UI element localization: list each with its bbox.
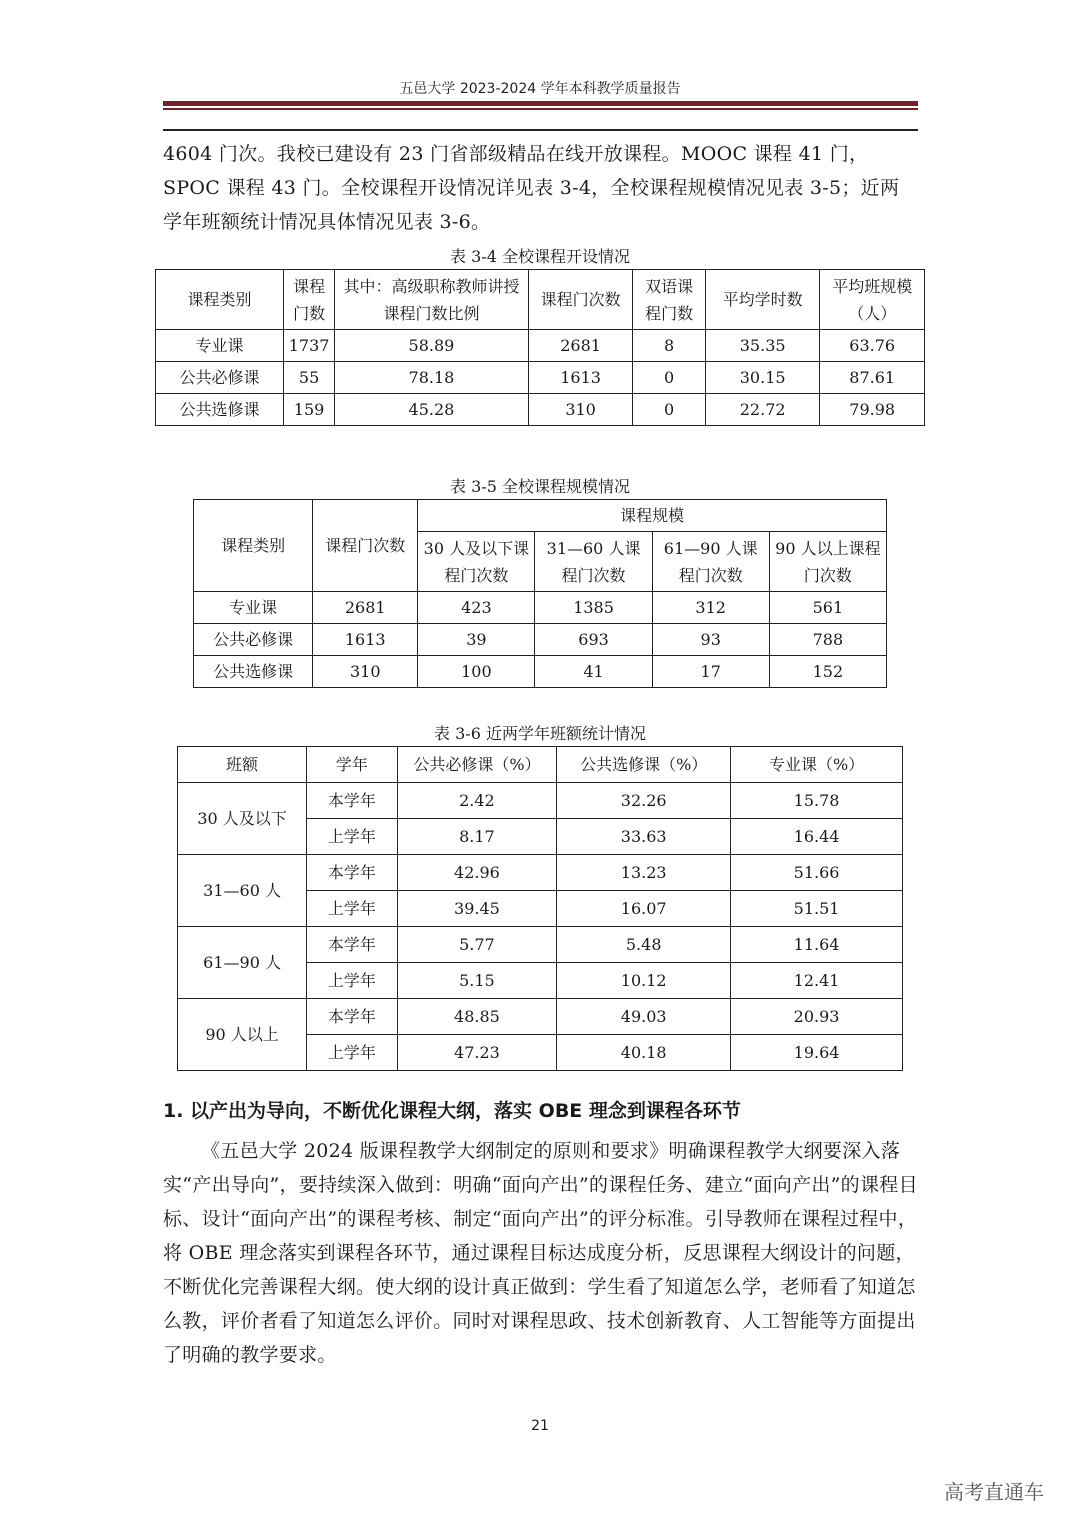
table-cell: 42.96 xyxy=(397,855,557,891)
header-cell: 课程门次数 xyxy=(528,270,633,330)
header-cell: 课程门次数 xyxy=(313,500,418,592)
header-rule-black xyxy=(163,129,918,131)
table-cell: 5.15 xyxy=(397,963,557,999)
table-row xyxy=(156,330,925,362)
table-cell: 12.41 xyxy=(731,963,903,999)
table-row xyxy=(194,624,887,656)
header-cell: 班额 xyxy=(178,747,307,783)
table-cell: 1385 xyxy=(535,592,652,624)
table-cell: 1737 xyxy=(284,330,335,362)
table-row xyxy=(194,592,887,624)
table-cell: 40.18 xyxy=(557,1035,731,1071)
subheader-cell: 31—60 人课程门次数 xyxy=(535,532,652,592)
table-cell: 13.23 xyxy=(557,855,731,891)
section-heading: 1. 以产出为导向，不断优化课程大纲，落实 OBE 理念到课程各环节 xyxy=(163,1100,741,1122)
table-cell: 19.64 xyxy=(731,1035,903,1071)
group-label-cell: 61—90 人 xyxy=(178,927,307,999)
intro-paragraph: 4604 门次。我校已建设有 23 门省部级精品在线开放课程。MOOC 课程 41 门，SPOC 课程 43 门。全校课程开设情况详见表 3-4，全校课程规模情况见表 3-5；近两学年班额统计情况具体情况见表 3-6。 xyxy=(163,143,900,233)
table-cell: 159 xyxy=(284,394,335,426)
table-cell: 39 xyxy=(418,624,535,656)
group-label-cell: 90 人以上 xyxy=(178,999,307,1071)
table-cell: 87.61 xyxy=(820,362,925,394)
table-row xyxy=(178,855,903,891)
table-cell: 152 xyxy=(769,656,886,688)
table-cell: 561 xyxy=(769,592,886,624)
table-cell: 5.77 xyxy=(397,927,557,963)
group-label-cell: 31—60 人 xyxy=(178,855,307,927)
table-cell: 48.85 xyxy=(397,999,557,1035)
table-cell: 15.78 xyxy=(731,783,903,819)
table-cell: 51.51 xyxy=(731,891,903,927)
table-row xyxy=(156,394,925,426)
table-cell: 312 xyxy=(652,592,769,624)
header-cell: 公共必修课（%） xyxy=(397,747,557,783)
table-cell: 上学年 xyxy=(307,819,397,855)
table-cell: 79.98 xyxy=(820,394,925,426)
table-cell: 693 xyxy=(535,624,652,656)
table-cell: 49.03 xyxy=(557,999,731,1035)
table-cell: 310 xyxy=(528,394,633,426)
report-header: 五邑大学 2023-2024 学年本科教学质量报告 xyxy=(399,81,681,97)
table-cell: 17 xyxy=(652,656,769,688)
subheader-cell: 30 人及以下课程门次数 xyxy=(418,532,535,592)
table-cell: 0 xyxy=(633,362,706,394)
table-cell: 33.63 xyxy=(557,819,731,855)
table-cell: 8 xyxy=(633,330,706,362)
table-cell: 51.66 xyxy=(731,855,903,891)
body-paragraph: 《五邑大学 2024 版课程教学大纲制定的原则和要求》明确课程教学大纲要深入落实“产出导向”，要持续深入做到：明确“面向产出”的课程任务、建立“面向产出”的课程目标、设计“面向产出”的课程考核、制定“面向产出”的评分标准。引导教师在课程过程中，将 OBE 理念落实到课程各环节，通过课程目标达成度分析，反思课程大纲设计的问题，不断优化完善课程大纲。使大纲的设计真正做到：学生看了知道怎么学，老师看了知道怎么教，评价者看了知道怎么评价。同时对课程思政、技术创新教育、人工智能等方面提出了明确的教学要求。 xyxy=(163,1140,918,1366)
subheader-cell: 61—90 人课程门次数 xyxy=(652,532,769,592)
table-3-5 xyxy=(193,499,887,688)
table-cell: 8.17 xyxy=(397,819,557,855)
header-cell: 学年 xyxy=(307,747,397,783)
table-cell: 2.42 xyxy=(397,783,557,819)
header-rule-thin xyxy=(163,108,918,110)
table-cell: 2681 xyxy=(528,330,633,362)
table-cell: 2681 xyxy=(313,592,418,624)
table-cell: 22.72 xyxy=(705,394,819,426)
table-row xyxy=(178,999,903,1035)
table-cell: 上学年 xyxy=(307,891,397,927)
table-3-6 xyxy=(177,746,903,1071)
table-row xyxy=(178,783,903,819)
header-cell: 课程门数 xyxy=(284,270,335,330)
table-cell: 35.35 xyxy=(705,330,819,362)
group-label-cell: 30 人及以下 xyxy=(178,783,307,855)
table-header-row xyxy=(194,500,887,532)
table-3-4-caption: 表 3-4 全校课程开设情况 xyxy=(450,247,630,266)
page-number: 21 xyxy=(531,1418,549,1434)
table-cell: 100 xyxy=(418,656,535,688)
table-cell: 58.89 xyxy=(335,330,529,362)
table-cell: 16.07 xyxy=(557,891,731,927)
header-cell: 课程类别 xyxy=(194,500,313,592)
table-cell: 0 xyxy=(633,394,706,426)
table-cell: 423 xyxy=(418,592,535,624)
table-cell: 11.64 xyxy=(731,927,903,963)
header-cell: 平均学时数 xyxy=(705,270,819,330)
table-cell: 专业课 xyxy=(156,330,284,362)
table-cell: 78.18 xyxy=(335,362,529,394)
table-header-row xyxy=(156,270,925,330)
table-header-row xyxy=(178,747,903,783)
table-cell: 55 xyxy=(284,362,335,394)
subheader-cell: 90 人以上课程门次数 xyxy=(769,532,886,592)
table-cell: 公共必修课 xyxy=(156,362,284,394)
table-cell: 45.28 xyxy=(335,394,529,426)
table-cell: 1613 xyxy=(528,362,633,394)
table-cell: 10.12 xyxy=(557,963,731,999)
header-rule-thick xyxy=(163,101,918,106)
header-cell: 公共选修课（%） xyxy=(557,747,731,783)
table-cell: 32.26 xyxy=(557,783,731,819)
table-cell: 本学年 xyxy=(307,999,397,1035)
table-cell: 本学年 xyxy=(307,927,397,963)
table-row xyxy=(156,362,925,394)
table-cell: 专业课 xyxy=(194,592,313,624)
header-cell: 其中：高级职称教师讲授课程门数比例 xyxy=(335,270,529,330)
table-cell: 上学年 xyxy=(307,1035,397,1071)
watermark-text: 高考直通车 xyxy=(944,1480,1044,1504)
table-cell: 本学年 xyxy=(307,855,397,891)
table-cell: 93 xyxy=(652,624,769,656)
table-cell: 1613 xyxy=(313,624,418,656)
header-cell: 课程类别 xyxy=(156,270,284,330)
table-3-4 xyxy=(155,269,925,426)
table-cell: 30.15 xyxy=(705,362,819,394)
table-3-5-caption: 表 3-5 全校课程规模情况 xyxy=(450,477,630,496)
table-cell: 5.48 xyxy=(557,927,731,963)
table-row xyxy=(194,656,887,688)
table-cell: 63.76 xyxy=(820,330,925,362)
table-3-6-caption: 表 3-6 近两学年班额统计情况 xyxy=(434,724,646,743)
table-cell: 788 xyxy=(769,624,886,656)
table-cell: 47.23 xyxy=(397,1035,557,1071)
header-cell: 专业课（%） xyxy=(731,747,903,783)
table-cell: 16.44 xyxy=(731,819,903,855)
table-cell: 公共选修课 xyxy=(194,656,313,688)
table-cell: 20.93 xyxy=(731,999,903,1035)
header-cell: 平均班规模（人） xyxy=(820,270,925,330)
table-cell: 上学年 xyxy=(307,963,397,999)
table-cell: 公共必修课 xyxy=(194,624,313,656)
table-cell: 310 xyxy=(313,656,418,688)
table-cell: 本学年 xyxy=(307,783,397,819)
table-cell: 公共选修课 xyxy=(156,394,284,426)
header-group-cell: 课程规模 xyxy=(418,500,887,532)
header-cell: 双语课程门数 xyxy=(633,270,706,330)
table-cell: 41 xyxy=(535,656,652,688)
table-row xyxy=(178,927,903,963)
table-cell: 39.45 xyxy=(397,891,557,927)
